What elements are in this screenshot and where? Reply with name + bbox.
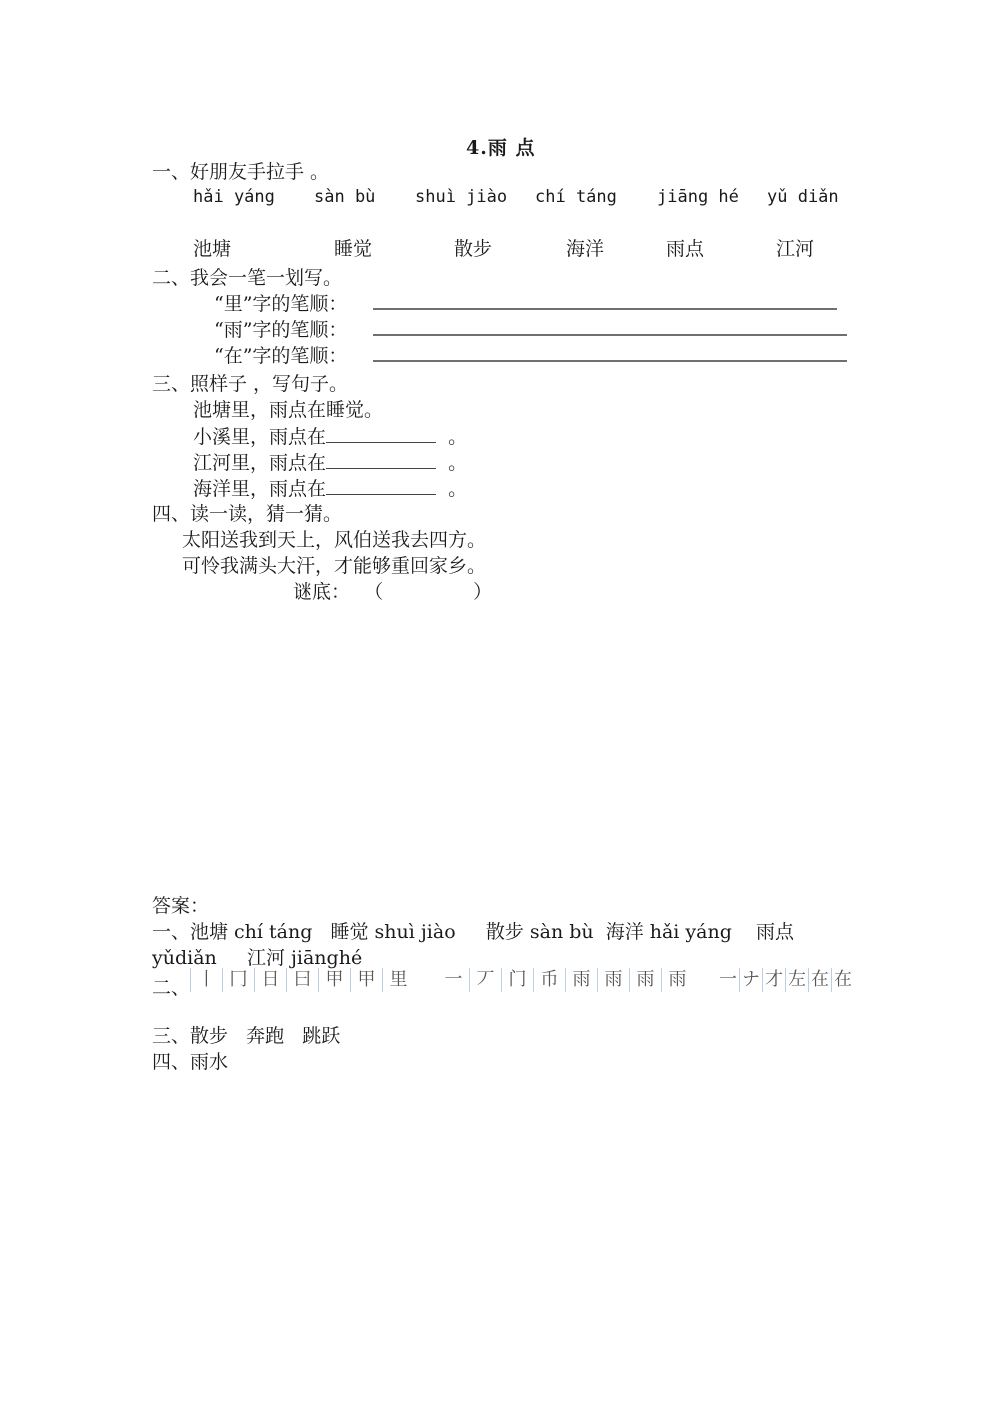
riddle-line-1: 太阳送我到天上，风伯送我去四方。: [182, 529, 487, 551]
answer-line-3-prefix: 二、: [152, 977, 191, 999]
section-4-heading: 四、读一读，猜一猜。: [152, 503, 343, 525]
answer-line-zai[interactable]: [373, 360, 847, 362]
stroke-step: 甲: [318, 968, 350, 992]
stroke-step: 雨: [597, 968, 629, 992]
stroke-step: 在: [808, 968, 831, 992]
prompt-text: 小溪里，雨点在: [193, 426, 327, 448]
stroke-group-yu: [438, 966, 693, 992]
word-6: 江河: [776, 238, 815, 260]
prompt-text: 江河里，雨点在: [193, 452, 327, 474]
stroke-step: 丆: [469, 968, 501, 992]
example-sentence: 池塘里，雨点在睡觉。: [193, 399, 384, 421]
word-4: 海洋: [566, 238, 605, 260]
stroke-group-zai: [717, 966, 854, 992]
fill-blank[interactable]: [326, 424, 436, 443]
prompt-end: 。: [448, 452, 468, 474]
stroke-step: 丨: [190, 968, 222, 992]
stroke-step: 冂: [222, 968, 254, 992]
stroke-step: ナ: [739, 968, 762, 992]
pinyin-2: sàn bù: [314, 187, 376, 207]
riddle-answer-close: ）: [473, 581, 493, 603]
prompt-end: 。: [448, 478, 468, 500]
word-1: 池塘: [193, 238, 232, 260]
stroke-step: 里: [382, 968, 414, 992]
answer-line-1: 一、池塘 chí táng 睡觉 shuì jiào 散步 sàn bù 海洋 hǎi yáng 雨点: [152, 921, 795, 943]
stroke-order-answers: [190, 966, 854, 992]
riddle-answer-label: 谜底：: [293, 581, 351, 603]
pinyin-5: jiāng hé: [657, 187, 739, 207]
stroke-group-li: [190, 966, 414, 992]
riddle-answer-open: （: [364, 581, 384, 603]
stroke-step: 币: [533, 968, 565, 992]
riddle-line-2: 可怜我满头大汗，才能够重回家乡。: [182, 555, 487, 577]
stroke-step: 左: [785, 968, 808, 992]
stroke-label-yu: “雨”字的笔顺：: [214, 319, 348, 341]
section-2-heading: 二、我会一笔一划写。: [152, 267, 343, 289]
stroke-step: 一: [719, 969, 737, 990]
stroke-label-zai: “在”字的笔顺：: [214, 345, 348, 367]
prompt-end: 。: [448, 426, 468, 448]
stroke-step: 才: [762, 968, 785, 992]
sentence-prompt-2: [193, 450, 467, 475]
word-3: 散步: [454, 238, 493, 260]
sentence-prompt-3: [193, 476, 467, 501]
stroke-step: 一: [444, 969, 463, 990]
prompt-text: 海洋里，雨点在: [193, 478, 327, 500]
answers-heading: 答案：: [152, 895, 210, 917]
stroke-step: 甲: [350, 968, 382, 992]
section-1-heading: 一、好朋友手拉手 。: [152, 161, 330, 183]
sentence-prompt-1: [193, 424, 467, 449]
riddle-answer: [293, 580, 492, 604]
word-5: 雨点: [666, 238, 705, 260]
pinyin-6: yǔ diǎn: [767, 187, 839, 207]
answer-line-5: 四、雨水: [152, 1051, 229, 1073]
stroke-step: 门: [501, 968, 533, 992]
answer-line-yu[interactable]: [373, 334, 847, 336]
pinyin-4: chí táng: [535, 187, 617, 207]
stroke-step: 雨: [565, 968, 597, 992]
fill-blank[interactable]: [326, 476, 436, 495]
pinyin-1: hǎi yáng: [193, 187, 275, 207]
answer-line-2: yǔdiǎn 江河 jiānghé: [152, 947, 363, 969]
answer-line-li[interactable]: [373, 308, 837, 310]
answer-line-4: 三、散步 奔跑 跳跃: [152, 1025, 341, 1047]
stroke-label-li: “里”字的笔顺：: [214, 293, 348, 315]
fill-blank[interactable]: [326, 450, 436, 469]
word-2: 睡觉: [334, 238, 373, 260]
pinyin-3: shuì jiào: [415, 187, 508, 207]
stroke-step: 雨: [661, 968, 693, 992]
stroke-step: 雨: [629, 968, 661, 992]
section-3-heading: 三、照样子 ，写句子。: [152, 373, 349, 395]
stroke-step: 在: [831, 968, 854, 992]
page-title: 4.雨 点: [466, 137, 536, 159]
stroke-step: 曰: [286, 968, 318, 992]
stroke-step: 日: [254, 968, 286, 992]
